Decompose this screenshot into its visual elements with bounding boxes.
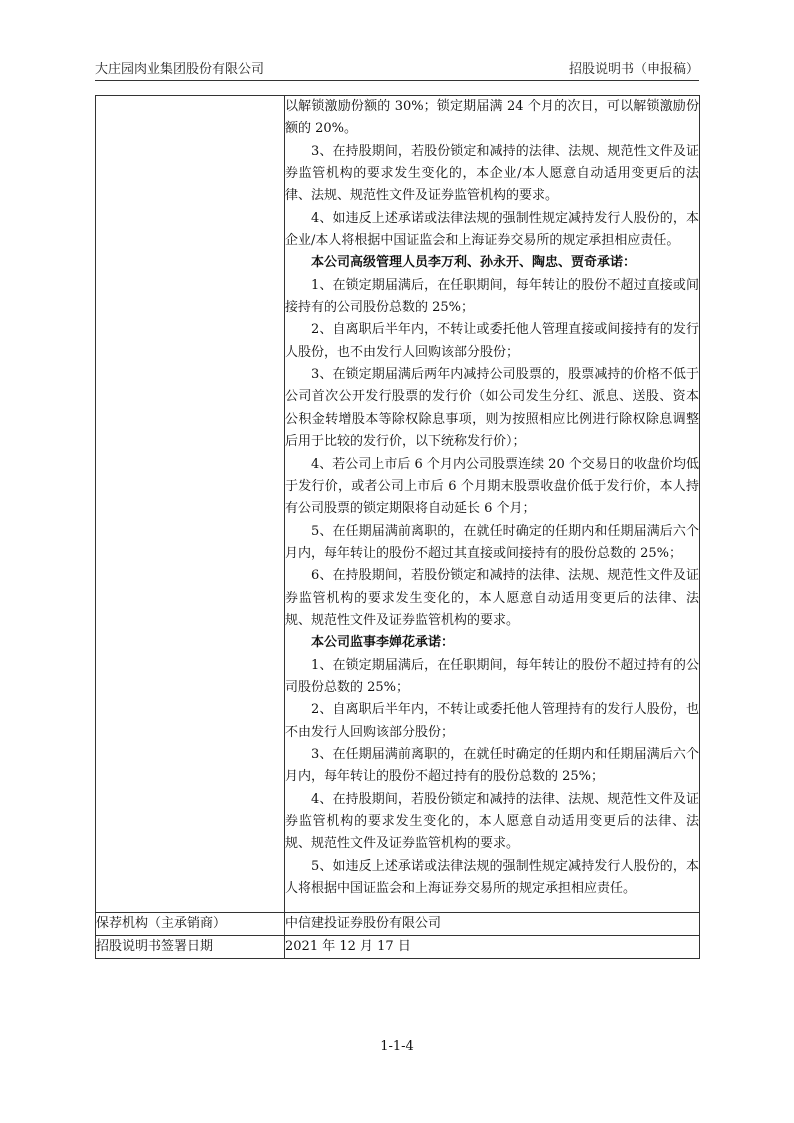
sponsor-label: 保荐机构（主承销商） — [96, 913, 285, 936]
signing-date-label: 招股说明书签署日期 — [96, 936, 285, 959]
executive-commitment: 3、在锁定期届满后两年内减持公司股票的，股票减持的价格不低于公司首次公开发行股票的发行价（如公司发生分红、派息、送股、资本公积金转增股本等除权除息事项，则为按照相应比例进行除权除息调整后用于比较的发行价，以下统称发行价）； — [285, 367, 699, 450]
executive-commitment: 2、自离职后半年内，不转让或委托他人管理直接或间接持有的发行人股份，也不由发行人回购该部分股份； — [285, 322, 699, 360]
executive-commitment: 6、在持股期间，若股份锁定和减持的法律、法规、规范性文件及证券监管机构的要求发生变化的，本人愿意自动适用变更后的法律、法规、规范性文件及证券监管机构的要求。 — [285, 568, 699, 628]
table-row — [96, 913, 700, 936]
prospectus-table — [95, 95, 700, 959]
supervisor-commitment: 4、在持股期间，若股份锁定和减持的法律、法规、规范性文件及证券监管机构的要求发生变化的，本人愿意自动适用变更后的法律、法规、规范性文件及证券监管机构的要求。 — [285, 791, 699, 852]
header-rule — [95, 80, 699, 81]
supervisor-commitment: 3、在任期届满前离职的，在就任时确定的任期内和任期届满后六个月内，每年转让的股份不超过持有的股份总数的 25%； — [285, 746, 699, 785]
signing-date-value: 2021 年 12 月 17 日 — [285, 936, 700, 959]
table-row — [96, 936, 700, 959]
executive-commitment: 5、在任期届满前离职的，在就任时确定的任期内和任期届满后六个月内，每年转让的股份不超过其直接或间接持有的股份总数的 25%； — [285, 523, 699, 561]
commitments-cell — [285, 96, 700, 913]
table-row — [96, 96, 700, 913]
executive-commitment: 4、若公司上市后 6 个月内公司股票连续 20 个交易日的收盘价均低于发行价，或者公司上市后 6 个月期末股票收盘价低于发行价，本人持有公司股票的锁定期限将自动延长 6 个月； — [285, 456, 699, 517]
empty-label-cell — [96, 96, 285, 913]
supervisor-commitment: 2、自离职后半年内，不转让或委托他人管理持有的发行人股份，也不由发行人回购该部分股份； — [285, 702, 699, 740]
supervisor-commitment: 1、在锁定期届满后，在任职期间，每年转让的股份不超过持有的公司股份总数的 25%； — [285, 657, 699, 695]
page-header — [95, 58, 699, 78]
commitment-text: 4、如违反上述承诺或法律法规的强制性规定减持发行人股份的，本企业/本人将根据中国证监会和上海证券交易所的规定承担相应责任。 — [285, 210, 699, 249]
company-name: 大庄园肉业集团股份有限公司 — [95, 62, 265, 77]
supervisor-commitment: 5、如违反上述承诺或法律法规的强制性规定减持发行人股份的，本人将根据中国证监会和上海证券交易所的规定承担相应责任。 — [285, 858, 699, 897]
page-number: 1-1-4 — [380, 1039, 414, 1054]
sponsor-value: 中信建投证券股份有限公司 — [285, 913, 700, 936]
supervisor-heading: 本公司监事李婵花承诺： — [311, 635, 455, 651]
commitment-text: 以解锁激励份额的 30%；锁定期届满 24 个月的次日，可以解锁激励份额的 20%。 — [285, 99, 699, 137]
executive-commitment: 1、在锁定期届满后，在任职期间，每年转让的股份不超过直接或间接持有的公司股份总数的 25%； — [285, 277, 699, 316]
executives-heading: 本公司高级管理人员李万利、孙永开、陶忠、贾奇承诺： — [311, 255, 637, 271]
commitment-text: 3、在持股期间，若股份锁定和减持的法律、法规、规范性文件及证券监管机构的要求发生变化的，本企业/本人愿意自动适用变更后的法律、法规、规范性文件及证券监管机构的要求。 — [285, 143, 699, 204]
document-type: 招股说明书（申报稿） — [568, 62, 699, 77]
